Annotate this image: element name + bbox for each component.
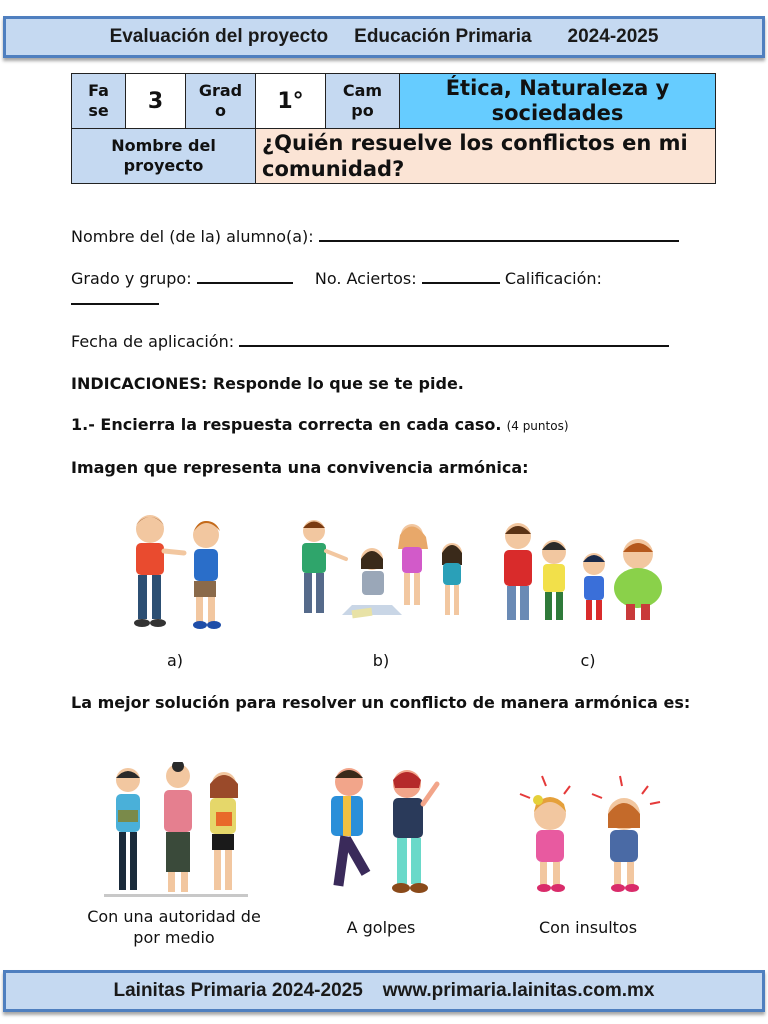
insults-illustration[interactable] xyxy=(510,772,666,896)
grado-grupo-label: Grado y grupo: xyxy=(71,269,192,288)
prompt-a: Imagen que representa una convivencia armónica: xyxy=(71,458,529,477)
question-1-points: (4 puntos) xyxy=(506,419,569,433)
alumno-line xyxy=(71,227,679,246)
campo-value: Ética, Naturaleza y sociedades xyxy=(400,74,716,129)
indicaciones: INDICACIONES: Responde lo que se te pide. xyxy=(71,374,464,393)
option-c-label: c) xyxy=(580,651,596,670)
calificacion-line xyxy=(71,290,159,309)
option-b-bullying-illustration[interactable] xyxy=(292,515,472,630)
option-golpes-label: A golpes xyxy=(346,918,416,937)
aciertos-blank[interactable] xyxy=(422,282,500,284)
project-info-table xyxy=(71,73,716,184)
alumno-blank[interactable] xyxy=(319,240,679,242)
option-authority-label: Con una autoridad de por medio xyxy=(87,907,261,947)
grado-value: 1° xyxy=(256,74,326,129)
option-b-label: b) xyxy=(372,651,390,670)
grado-label: Grado xyxy=(186,74,256,129)
proyecto-value: ¿Quién resuelve los conflictos en mi comunidad? xyxy=(256,129,716,184)
aciertos-label: No. Aciertos: xyxy=(314,269,417,288)
proyecto-label: Nombre del proyecto xyxy=(72,129,256,184)
authority-illustration[interactable] xyxy=(104,762,248,902)
footer-url[interactable]: www.primaria.lainitas.com.mx xyxy=(382,980,655,1001)
option-insultos-label: Con insultos xyxy=(538,918,638,937)
campo-label: Campo xyxy=(326,74,400,129)
grado-grupo-blank[interactable] xyxy=(197,282,293,284)
header-level: Educación Primaria xyxy=(354,26,532,47)
question-1-text: 1.- Encierra la respuesta correcta en cada caso. xyxy=(71,415,502,434)
header-title: Evaluación del proyecto xyxy=(109,26,329,47)
fase-value: 3 xyxy=(126,74,186,129)
alumno-label: Nombre del (de la) alumno(a): xyxy=(71,227,314,246)
calificacion-blank[interactable] xyxy=(71,303,159,305)
option-c-friends-illustration[interactable] xyxy=(496,518,668,628)
fase-label: Fase xyxy=(72,74,126,129)
option-a-fight-illustration[interactable] xyxy=(118,505,238,635)
question-1 xyxy=(71,415,569,434)
footer-banner xyxy=(3,970,765,1012)
header-banner xyxy=(3,16,765,58)
prompt-b: La mejor solución para resolver un conflicto de manera armónica es: xyxy=(71,693,691,712)
fecha-line xyxy=(71,332,669,351)
calificacion-label: Calificación: xyxy=(504,269,602,288)
option-a-label: a) xyxy=(166,651,184,670)
header-year: 2024-2025 xyxy=(567,26,659,47)
fecha-blank[interactable] xyxy=(239,345,669,347)
fighting-illustration[interactable] xyxy=(315,760,445,900)
grado-grupo-line xyxy=(71,269,602,288)
footer-brand: Lainitas Primaria 2024-2025 xyxy=(113,980,363,1001)
fecha-label: Fecha de aplicación: xyxy=(71,332,235,351)
